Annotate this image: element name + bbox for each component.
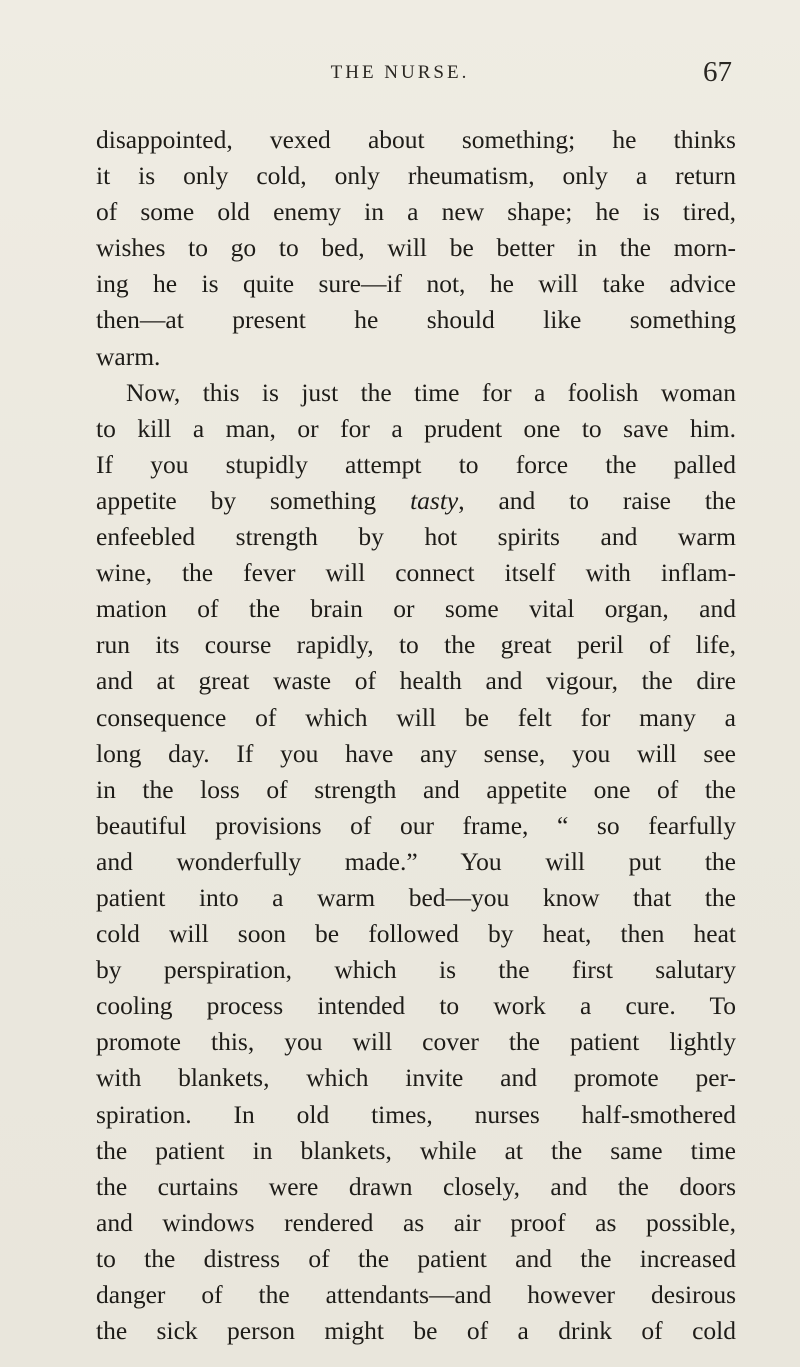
page-number: 67: [703, 56, 732, 88]
text-line: then—at present he should like something: [96, 305, 736, 335]
text-line: danger of the attendants—and however desirous: [96, 1280, 736, 1309]
text-line: in the loss of strength and appetite one of the: [96, 774, 736, 804]
text-line: wine, the fever will connect itself with inflam-: [96, 558, 736, 588]
text-segment: appetite by something: [96, 485, 377, 515]
text-line: and windows rendered as air proof as possible,: [96, 1207, 736, 1237]
text-line: it is only cold, only rheumatism, only a return: [96, 161, 736, 191]
text-line: promote this, you will cover the patient lightly: [96, 1027, 736, 1057]
text-line: cooling process intended to work a cure. To: [96, 991, 736, 1021]
text-line: spiration. In old times, nurses half-smothered: [96, 1099, 736, 1129]
text-line: by perspiration, which is the first salutary: [96, 955, 736, 985]
text-line: of some old enemy in a new shape; he is tired,: [96, 197, 736, 227]
text-line: and at great waste of health and vigour, the dire: [96, 666, 736, 696]
text-line-with-italic: [96, 483, 736, 519]
text-line: ing he is quite sure—if not, he will take advice: [96, 269, 736, 299]
paragraph-start-line: Now, this is just the time for a foolish woman: [126, 377, 736, 407]
text-line: the sick person might be of a drink of cold: [96, 1316, 736, 1346]
text-line: to the distress of the patient and the increased: [96, 1243, 736, 1273]
text-line: long day. If you have any sense, you will see: [96, 738, 736, 768]
text-line: patient into a warm bed—you know that the: [96, 882, 736, 912]
text-line: disappointed, vexed about something; he thinks: [96, 125, 736, 154]
text-line: cold will soon be followed by heat, then heat: [96, 919, 736, 949]
text-line: If you stupidly attempt to force the palled: [96, 449, 736, 479]
running-head-title: THE NURSE.: [330, 62, 470, 83]
text-line: run its course rapidly, to the great peril of life,: [96, 630, 736, 660]
text-line: to kill a man, or for a prudent one to save him.: [96, 413, 736, 443]
text-line: mation of the brain or some vital organ, and: [96, 594, 736, 624]
text-line: the curtains were drawn closely, and the doors: [96, 1171, 736, 1201]
text-line: consequence of which will be felt for many a: [96, 702, 736, 732]
body-text: [96, 122, 736, 1349]
running-head: [0, 56, 800, 96]
text-line: wishes to go to bed, will be better in the morn-: [96, 233, 736, 263]
italic-word: tasty: [410, 485, 459, 515]
text-line: and wonderfully made.” You will put the: [96, 846, 736, 876]
text-line: the patient in blankets, while at the same time: [96, 1135, 736, 1165]
text-line: beautiful provisions of our frame, “ so fearfully: [96, 810, 736, 840]
text-line: with blankets, which invite and promote per-: [96, 1063, 736, 1093]
text-line: warm.: [96, 341, 161, 371]
text-line: enfeebled strength by hot spirits and warm: [96, 522, 736, 552]
text-segment: , and to raise the: [458, 485, 736, 515]
